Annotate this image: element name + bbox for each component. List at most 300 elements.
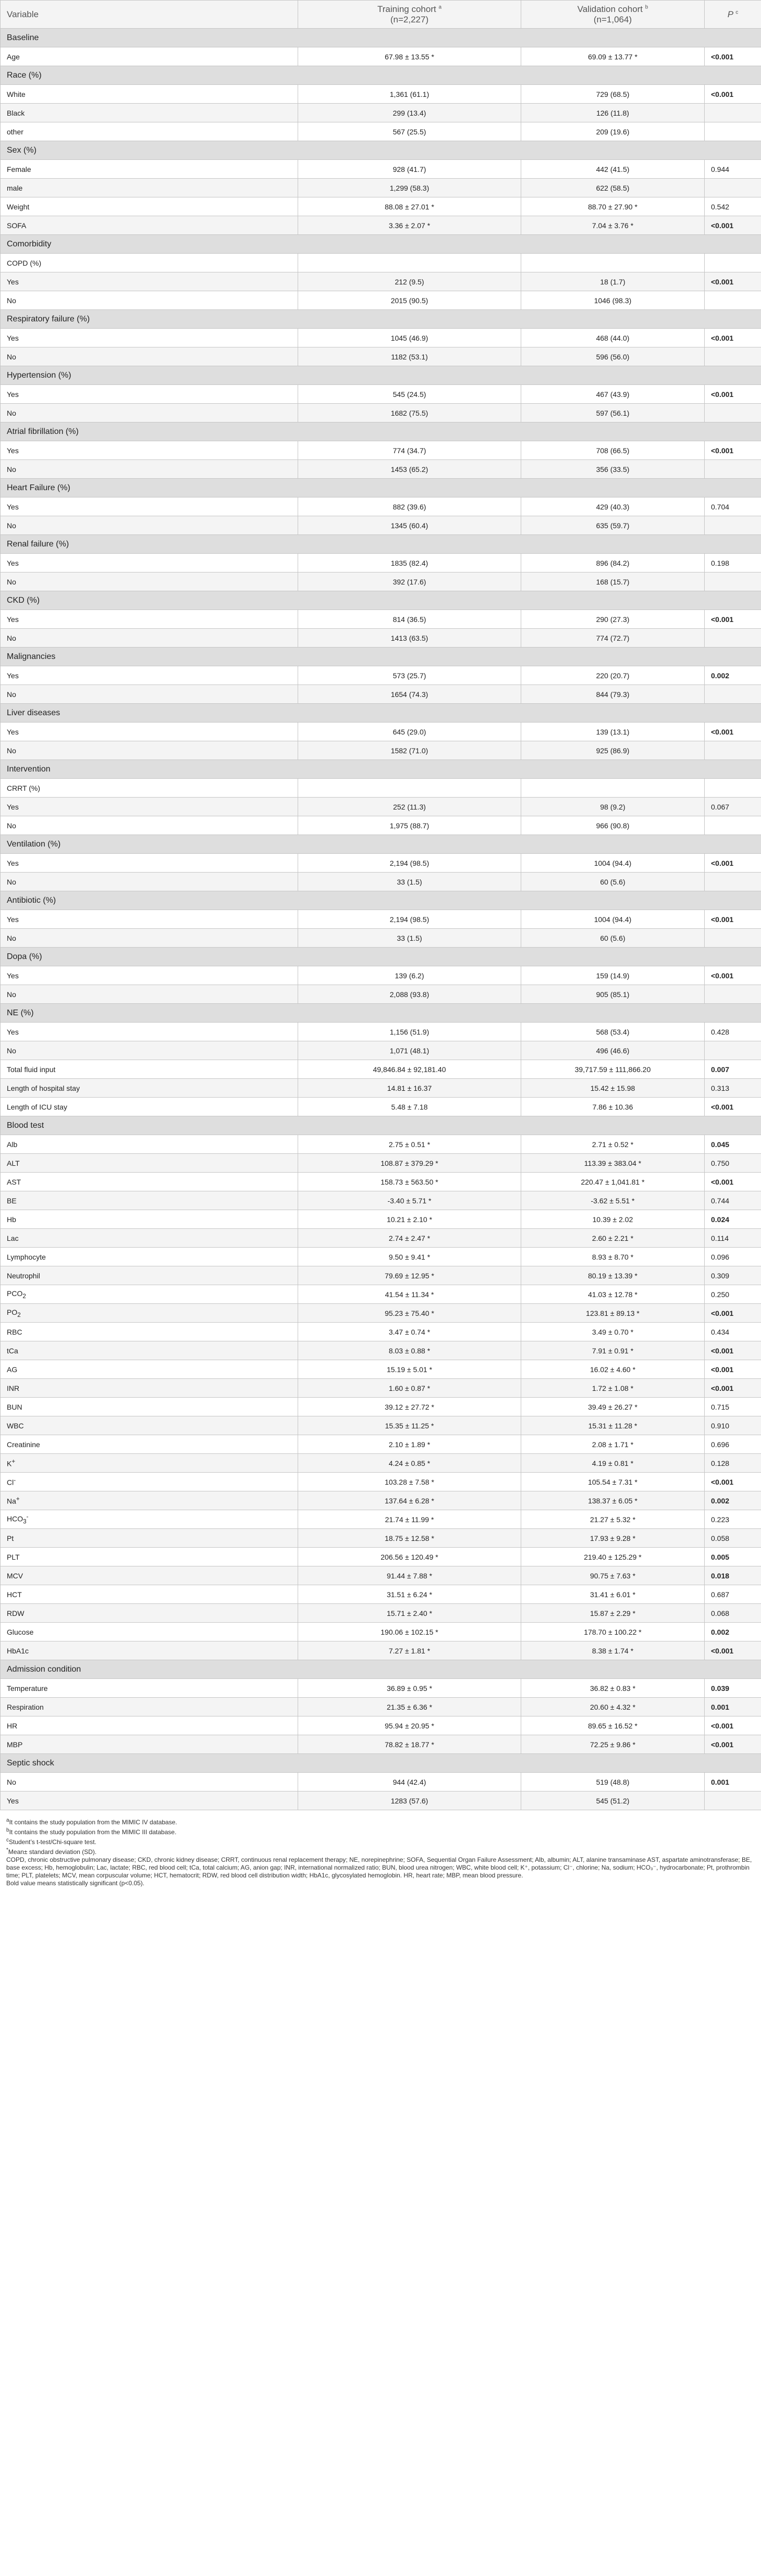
training-value-cell: 1682 (75.5) bbox=[298, 404, 521, 422]
training-value-cell: 88.08 ± 27.01 * bbox=[298, 197, 521, 216]
training-value-cell: 15.71 ± 2.40 * bbox=[298, 1604, 521, 1623]
footnote bbox=[6, 1836, 755, 1846]
variable-cell: BE bbox=[1, 1191, 298, 1210]
table-row bbox=[1, 929, 761, 948]
validation-value-cell: 1.72 ± 1.08 * bbox=[521, 1379, 705, 1398]
variable-cell: Yes bbox=[1, 497, 298, 516]
validation-value-cell: 39.49 ± 26.27 * bbox=[521, 1398, 705, 1416]
table-row bbox=[1, 1266, 761, 1285]
variable-cell: BUN bbox=[1, 1398, 298, 1416]
validation-value-cell: 60 (5.6) bbox=[521, 929, 705, 948]
p-value-cell: 0.542 bbox=[705, 197, 761, 216]
p-value-cell: 0.096 bbox=[705, 1248, 761, 1266]
table-row bbox=[1, 160, 761, 179]
training-value-cell: 774 (34.7) bbox=[298, 441, 521, 460]
table-row bbox=[1, 1210, 761, 1229]
variable-cell: Lymphocyte bbox=[1, 1248, 298, 1266]
variable-cell: Total fluid input bbox=[1, 1060, 298, 1079]
training-value-cell: 15.35 ± 11.25 * bbox=[298, 1416, 521, 1435]
variable-cell: Yes bbox=[1, 723, 298, 741]
p-value-cell: 0.250 bbox=[705, 1285, 761, 1304]
p-value-cell: <0.001 bbox=[705, 1304, 761, 1323]
header-validation-sup: b bbox=[645, 4, 648, 10]
training-value-cell: 2,194 (98.5) bbox=[298, 854, 521, 873]
table-row bbox=[1, 1304, 761, 1323]
variable-cell: Neutrophil bbox=[1, 1266, 298, 1285]
variable-cell: Yes bbox=[1, 385, 298, 404]
validation-value-cell: 18 (1.7) bbox=[521, 272, 705, 291]
variable-cell: WBC bbox=[1, 1416, 298, 1435]
p-value-cell bbox=[705, 1791, 761, 1810]
variable-cell: MCV bbox=[1, 1566, 298, 1585]
validation-value-cell: 15.42 ± 15.98 bbox=[521, 1079, 705, 1098]
validation-value-cell: 708 (66.5) bbox=[521, 441, 705, 460]
header-training-cohort bbox=[298, 1, 521, 29]
section-label: Respiratory failure (%) bbox=[1, 310, 761, 329]
header-variable: Variable bbox=[1, 1, 298, 29]
training-value-cell: 2015 (90.5) bbox=[298, 291, 521, 310]
validation-value-cell: 2.08 ± 1.71 * bbox=[521, 1435, 705, 1454]
p-value-cell: 0.007 bbox=[705, 1060, 761, 1079]
training-value-cell: 95.23 ± 75.40 * bbox=[298, 1304, 521, 1323]
table-row bbox=[1, 854, 761, 873]
training-value-cell: 814 (36.5) bbox=[298, 610, 521, 629]
section-label: Baseline bbox=[1, 29, 761, 47]
footnote bbox=[6, 1846, 755, 1856]
validation-value-cell: 896 (84.2) bbox=[521, 554, 705, 573]
variable-cell: HCT bbox=[1, 1585, 298, 1604]
section-label: Blood test bbox=[1, 1116, 761, 1135]
training-value-cell: 1582 (71.0) bbox=[298, 741, 521, 760]
training-value-cell: 573 (25.7) bbox=[298, 666, 521, 685]
table-footnotes bbox=[0, 1810, 761, 1897]
validation-value-cell: 159 (14.9) bbox=[521, 966, 705, 985]
p-value-cell bbox=[705, 685, 761, 704]
training-value-cell: 944 (42.4) bbox=[298, 1773, 521, 1791]
validation-value-cell: 597 (56.1) bbox=[521, 404, 705, 422]
validation-value-cell: 168 (15.7) bbox=[521, 573, 705, 591]
table-row bbox=[1, 329, 761, 347]
p-value-cell: <0.001 bbox=[705, 966, 761, 985]
section-row bbox=[1, 66, 761, 85]
variable-cell: Lac bbox=[1, 1229, 298, 1248]
p-value-cell: 0.128 bbox=[705, 1454, 761, 1473]
table-row bbox=[1, 85, 761, 104]
p-value-cell bbox=[705, 929, 761, 948]
variable-cell: White bbox=[1, 85, 298, 104]
p-value-cell: 0.067 bbox=[705, 798, 761, 816]
table-row bbox=[1, 1454, 761, 1473]
validation-value-cell: 31.41 ± 6.01 * bbox=[521, 1585, 705, 1604]
p-value-cell: <0.001 bbox=[705, 47, 761, 66]
training-value-cell: 31.51 ± 6.24 * bbox=[298, 1585, 521, 1604]
validation-value-cell: 88.70 ± 27.90 * bbox=[521, 197, 705, 216]
training-value-cell: 1283 (57.6) bbox=[298, 1791, 521, 1810]
table-row bbox=[1, 104, 761, 122]
validation-value-cell: 60 (5.6) bbox=[521, 873, 705, 891]
table-row bbox=[1, 1023, 761, 1041]
training-value-cell: 21.74 ± 11.99 * bbox=[298, 1510, 521, 1529]
section-row bbox=[1, 310, 761, 329]
training-value-cell: 14.81 ± 16.37 bbox=[298, 1079, 521, 1098]
variable-cell: Yes bbox=[1, 1791, 298, 1810]
validation-value-cell: 178.70 ± 100.22 * bbox=[521, 1623, 705, 1641]
p-value-cell: 0.039 bbox=[705, 1679, 761, 1698]
table-row bbox=[1, 554, 761, 573]
section-row bbox=[1, 835, 761, 854]
variable-cell: No bbox=[1, 985, 298, 1004]
p-value-cell: 0.309 bbox=[705, 1266, 761, 1285]
validation-value-cell: 925 (86.9) bbox=[521, 741, 705, 760]
section-row bbox=[1, 29, 761, 47]
validation-value-cell: 8.93 ± 8.70 * bbox=[521, 1248, 705, 1266]
table-row bbox=[1, 573, 761, 591]
variable-cell: Pt bbox=[1, 1529, 298, 1548]
variable-cell: male bbox=[1, 179, 298, 197]
table-row bbox=[1, 1098, 761, 1116]
validation-value-cell: 568 (53.4) bbox=[521, 1023, 705, 1041]
validation-value-cell: 774 (72.7) bbox=[521, 629, 705, 648]
training-value-cell: 3.47 ± 0.74 * bbox=[298, 1323, 521, 1341]
section-label: Septic shock bbox=[1, 1754, 761, 1773]
section-label: Renal failure (%) bbox=[1, 535, 761, 554]
variable-cell: Weight bbox=[1, 197, 298, 216]
variable-cell: No bbox=[1, 516, 298, 535]
p-value-cell: <0.001 bbox=[705, 1341, 761, 1360]
variable-cell: MBP bbox=[1, 1735, 298, 1754]
validation-value-cell: 10.39 ± 2.02 bbox=[521, 1210, 705, 1229]
table-row bbox=[1, 441, 761, 460]
p-value-cell: <0.001 bbox=[705, 854, 761, 873]
validation-value-cell: 220 (20.7) bbox=[521, 666, 705, 685]
table-row bbox=[1, 1360, 761, 1379]
variable-cell: ALT bbox=[1, 1154, 298, 1173]
header-validation-label: Validation cohort bbox=[577, 4, 645, 14]
training-value-cell: 1,975 (88.7) bbox=[298, 816, 521, 835]
variable-cell: Yes bbox=[1, 610, 298, 629]
validation-value-cell: 622 (58.5) bbox=[521, 179, 705, 197]
variable-cell: No bbox=[1, 1773, 298, 1791]
section-row bbox=[1, 1004, 761, 1023]
table-row bbox=[1, 1285, 761, 1304]
p-value-cell bbox=[705, 1041, 761, 1060]
footnote-text: Mean± standard deviation (SD). bbox=[8, 1848, 97, 1856]
validation-value-cell: 72.25 ± 9.86 * bbox=[521, 1735, 705, 1754]
variable-cell: No bbox=[1, 629, 298, 648]
training-value-cell: 7.27 ± 1.81 * bbox=[298, 1641, 521, 1660]
table-row bbox=[1, 385, 761, 404]
validation-value-cell: 1004 (94.4) bbox=[521, 910, 705, 929]
validation-value-cell: 290 (27.3) bbox=[521, 610, 705, 629]
variable-cell: Yes bbox=[1, 854, 298, 873]
table-row bbox=[1, 1698, 761, 1716]
training-value-cell: 392 (17.6) bbox=[298, 573, 521, 591]
table-row bbox=[1, 966, 761, 985]
p-value-cell: <0.001 bbox=[705, 329, 761, 347]
variable-cell: Yes bbox=[1, 554, 298, 573]
variable-cell: Yes bbox=[1, 441, 298, 460]
section-label: Atrial fibrillation (%) bbox=[1, 422, 761, 441]
p-value-cell bbox=[705, 629, 761, 648]
table-row bbox=[1, 816, 761, 835]
section-label: NE (%) bbox=[1, 1004, 761, 1023]
validation-value-cell: 7.91 ± 0.91 * bbox=[521, 1341, 705, 1360]
p-value-cell: 0.313 bbox=[705, 1079, 761, 1098]
p-value-cell: <0.001 bbox=[705, 1098, 761, 1116]
p-value-cell: <0.001 bbox=[705, 910, 761, 929]
variable-cell: No bbox=[1, 347, 298, 366]
p-value-cell: 0.223 bbox=[705, 1510, 761, 1529]
validation-value-cell: 17.93 ± 9.28 * bbox=[521, 1529, 705, 1548]
variable-cell: HbA1c bbox=[1, 1641, 298, 1660]
training-value-cell: 545 (24.5) bbox=[298, 385, 521, 404]
section-label: Comorbidity bbox=[1, 235, 761, 254]
training-value-cell: 1413 (63.5) bbox=[298, 629, 521, 648]
variable-cell: other bbox=[1, 122, 298, 141]
table-row bbox=[1, 873, 761, 891]
training-value-cell: 206.56 ± 120.49 * bbox=[298, 1548, 521, 1566]
p-value-cell bbox=[705, 104, 761, 122]
variable-cell: Respiration bbox=[1, 1698, 298, 1716]
table-row bbox=[1, 1398, 761, 1416]
p-value-cell bbox=[705, 816, 761, 835]
table-row bbox=[1, 1529, 761, 1548]
training-value-cell: 139 (6.2) bbox=[298, 966, 521, 985]
training-value-cell: 882 (39.6) bbox=[298, 497, 521, 516]
training-value-cell: 10.21 ± 2.10 * bbox=[298, 1210, 521, 1229]
footnote-text: Student’s t-test/Chi-square test. bbox=[9, 1838, 96, 1846]
variable-cell: Yes bbox=[1, 966, 298, 985]
variable-cell: No bbox=[1, 404, 298, 422]
p-value-cell bbox=[705, 873, 761, 891]
p-value-cell: <0.001 bbox=[705, 1735, 761, 1754]
training-value-cell: 1453 (65.2) bbox=[298, 460, 521, 479]
validation-value-cell: 635 (59.7) bbox=[521, 516, 705, 535]
table-body bbox=[1, 29, 761, 1810]
p-value-cell: 0.058 bbox=[705, 1529, 761, 1548]
p-value-cell: <0.001 bbox=[705, 385, 761, 404]
training-value-cell: 21.35 ± 6.36 * bbox=[298, 1698, 521, 1716]
validation-value-cell: 356 (33.5) bbox=[521, 460, 705, 479]
validation-value-cell: 729 (68.5) bbox=[521, 85, 705, 104]
validation-value-cell: 15.87 ± 2.29 * bbox=[521, 1604, 705, 1623]
training-value-cell: 33 (1.5) bbox=[298, 929, 521, 948]
table-row bbox=[1, 197, 761, 216]
validation-value-cell bbox=[521, 779, 705, 798]
training-value-cell: 3.36 ± 2.07 * bbox=[298, 216, 521, 235]
table-row bbox=[1, 629, 761, 648]
table-row bbox=[1, 216, 761, 235]
header-row bbox=[1, 1, 761, 29]
table-row bbox=[1, 1716, 761, 1735]
variable-cell: Yes bbox=[1, 272, 298, 291]
footnote-text: COPD, chronic obstructive pulmonary disease; CKD, chronic kidney disease; CRRT, continuous renal replacement therapy; NE, norepinephrine; SOFA, Sequential Organ Failure Assessment; Alb, albumin; ALT, alanine transaminase AST, aspartate aminotransferase; BE, base excess; Hb, hemoglobulin; Lac, lactate; RBC, red blood cell; tCa, total calcium; AG, anion gap; INR, international normalized ratio; BUN, blood urea nitrogen; WBC, white blood cell; K⁺, potassium; Cl⁻, chlorine; Na, sodium; HCO₃⁻, hydrocarbonate; Pt, prothrombin time; PLT, platelets; MCV, mean corpuscular volume; HCT, hematocrit; RDW, red blood cell distribution width; HbA1c, glycosylated hemoglobin. HR, heart rate; MBP, mean blood pressure. bbox=[6, 1856, 752, 1879]
footnote-text: It contains the study population from the MIMIC IV database. bbox=[9, 1819, 177, 1826]
table-row bbox=[1, 254, 761, 272]
footnote-marker: c bbox=[6, 1837, 9, 1843]
validation-value-cell: 2.60 ± 2.21 * bbox=[521, 1229, 705, 1248]
validation-value-cell: 138.37 ± 6.05 * bbox=[521, 1491, 705, 1510]
p-value-cell bbox=[705, 573, 761, 591]
validation-value-cell: 80.19 ± 13.39 * bbox=[521, 1266, 705, 1285]
p-value-cell: 0.715 bbox=[705, 1398, 761, 1416]
variable-cell: $PCO_2$ bbox=[1, 1285, 298, 1304]
training-value-cell: 158.73 ± 563.50 * bbox=[298, 1173, 521, 1191]
training-value-cell: 33 (1.5) bbox=[298, 873, 521, 891]
variable-cell: No bbox=[1, 816, 298, 835]
training-value-cell: 18.75 ± 12.58 * bbox=[298, 1529, 521, 1548]
header-training-n: (n=2,227) bbox=[390, 14, 429, 24]
section-row bbox=[1, 535, 761, 554]
section-label: Antibiotic (%) bbox=[1, 891, 761, 910]
section-row bbox=[1, 479, 761, 497]
training-value-cell: 1835 (82.4) bbox=[298, 554, 521, 573]
p-value-cell bbox=[705, 460, 761, 479]
p-value-cell: 0.944 bbox=[705, 160, 761, 179]
validation-value-cell: 89.65 ± 16.52 * bbox=[521, 1716, 705, 1735]
p-value-cell: 0.001 bbox=[705, 1773, 761, 1791]
variable-cell: Female bbox=[1, 160, 298, 179]
validation-value-cell: 98 (9.2) bbox=[521, 798, 705, 816]
variable-cell: SOFA bbox=[1, 216, 298, 235]
p-value-cell bbox=[705, 291, 761, 310]
validation-value-cell: 220.47 ± 1,041.81 * bbox=[521, 1173, 705, 1191]
training-value-cell: 2.75 ± 0.51 * bbox=[298, 1135, 521, 1154]
training-value-cell: 1182 (53.1) bbox=[298, 347, 521, 366]
p-value-cell bbox=[705, 985, 761, 1004]
header-training-sup: a bbox=[438, 4, 442, 10]
p-value-cell bbox=[705, 122, 761, 141]
table-row bbox=[1, 1735, 761, 1754]
p-value-cell: 0.001 bbox=[705, 1698, 761, 1716]
section-row bbox=[1, 235, 761, 254]
variable-cell: No bbox=[1, 741, 298, 760]
header-p-sup: c bbox=[735, 9, 739, 15]
p-value-cell: 0.910 bbox=[705, 1416, 761, 1435]
section-label: Admission condition bbox=[1, 1660, 761, 1679]
section-row bbox=[1, 760, 761, 779]
validation-value-cell: 123.81 ± 89.13 * bbox=[521, 1304, 705, 1323]
p-value-cell bbox=[705, 404, 761, 422]
p-value-cell: 0.002 bbox=[705, 1623, 761, 1641]
p-value-cell bbox=[705, 347, 761, 366]
validation-value-cell: 519 (48.8) bbox=[521, 1773, 705, 1791]
footnote bbox=[6, 1880, 755, 1887]
p-value-cell: 0.750 bbox=[705, 1154, 761, 1173]
training-value-cell bbox=[298, 779, 521, 798]
variable-cell: Glucose bbox=[1, 1623, 298, 1641]
p-value-cell: <0.001 bbox=[705, 272, 761, 291]
training-value-cell: 108.87 ± 379.29 * bbox=[298, 1154, 521, 1173]
p-value-cell bbox=[705, 741, 761, 760]
table-row bbox=[1, 723, 761, 741]
training-value-cell: 1045 (46.9) bbox=[298, 329, 521, 347]
table-row bbox=[1, 404, 761, 422]
validation-value-cell: 126 (11.8) bbox=[521, 104, 705, 122]
variable-cell: Yes bbox=[1, 666, 298, 685]
variable-cell: $PO_2$ bbox=[1, 1304, 298, 1323]
p-value-cell: <0.001 bbox=[705, 441, 761, 460]
p-value-cell: <0.001 bbox=[705, 1716, 761, 1735]
footnote-text: Bold value means statistically significant (p<0.05). bbox=[6, 1880, 145, 1887]
table-row bbox=[1, 1323, 761, 1341]
p-value-cell bbox=[705, 779, 761, 798]
table-row bbox=[1, 1416, 761, 1435]
validation-value-cell: 41.03 ± 12.78 * bbox=[521, 1285, 705, 1304]
p-value-cell: 0.068 bbox=[705, 1604, 761, 1623]
training-value-cell: 645 (29.0) bbox=[298, 723, 521, 741]
training-value-cell: 67.98 ± 13.55 * bbox=[298, 47, 521, 66]
table-header bbox=[1, 1, 761, 29]
p-value-cell bbox=[705, 254, 761, 272]
training-value-cell: 2,088 (93.8) bbox=[298, 985, 521, 1004]
training-value-cell: 5.48 ± 7.18 bbox=[298, 1098, 521, 1116]
validation-value-cell: 1046 (98.3) bbox=[521, 291, 705, 310]
variable-cell: RDW bbox=[1, 1604, 298, 1623]
validation-value-cell: 90.75 ± 7.63 * bbox=[521, 1566, 705, 1585]
variable-cell: No bbox=[1, 685, 298, 704]
table-row bbox=[1, 1473, 761, 1491]
p-value-cell: 0.024 bbox=[705, 1210, 761, 1229]
validation-value-cell: 139 (13.1) bbox=[521, 723, 705, 741]
training-value-cell: 1,071 (48.1) bbox=[298, 1041, 521, 1060]
validation-value-cell: 15.31 ± 11.28 * bbox=[521, 1416, 705, 1435]
training-value-cell: 212 (9.5) bbox=[298, 272, 521, 291]
section-row bbox=[1, 591, 761, 610]
table-row bbox=[1, 610, 761, 629]
validation-value-cell: -3.62 ± 5.51 * bbox=[521, 1191, 705, 1210]
variable-cell: INR bbox=[1, 1379, 298, 1398]
training-value-cell: 252 (11.3) bbox=[298, 798, 521, 816]
variable-cell: Age bbox=[1, 47, 298, 66]
training-value-cell: 15.19 ± 5.01 * bbox=[298, 1360, 521, 1379]
variable-cell: tCa bbox=[1, 1341, 298, 1360]
training-value-cell: 9.50 ± 9.41 * bbox=[298, 1248, 521, 1266]
variable-cell: PLT bbox=[1, 1548, 298, 1566]
table-row bbox=[1, 272, 761, 291]
validation-value-cell: 905 (85.1) bbox=[521, 985, 705, 1004]
training-value-cell: 41.54 ± 11.34 * bbox=[298, 1285, 521, 1304]
variable-cell: No bbox=[1, 291, 298, 310]
training-value-cell: 299 (13.4) bbox=[298, 104, 521, 122]
table-row bbox=[1, 1341, 761, 1360]
header-validation-n: (n=1,064) bbox=[593, 14, 632, 24]
variable-cell: Black bbox=[1, 104, 298, 122]
section-label: Liver diseases bbox=[1, 704, 761, 723]
validation-value-cell: 69.09 ± 13.77 * bbox=[521, 47, 705, 66]
variable-cell: Yes bbox=[1, 1023, 298, 1041]
section-row bbox=[1, 1660, 761, 1679]
variable-cell: Creatinine bbox=[1, 1435, 298, 1454]
footnote bbox=[6, 1816, 755, 1826]
header-p-value bbox=[705, 1, 761, 29]
section-row bbox=[1, 141, 761, 160]
table-row bbox=[1, 516, 761, 535]
variable-cell: Yes bbox=[1, 329, 298, 347]
variable-cell: Yes bbox=[1, 910, 298, 929]
validation-value-cell: 16.02 ± 4.60 * bbox=[521, 1360, 705, 1379]
footnote-marker: b bbox=[6, 1827, 9, 1833]
p-value-cell: 0.018 bbox=[705, 1566, 761, 1585]
table-row bbox=[1, 47, 761, 66]
p-value-cell: 0.005 bbox=[705, 1548, 761, 1566]
validation-value-cell: 7.04 ± 3.76 * bbox=[521, 216, 705, 235]
section-label: Ventilation (%) bbox=[1, 835, 761, 854]
validation-value-cell: 113.39 ± 383.04 * bbox=[521, 1154, 705, 1173]
training-value-cell: 2,194 (98.5) bbox=[298, 910, 521, 929]
table-row bbox=[1, 1248, 761, 1266]
p-value-cell: <0.001 bbox=[705, 1173, 761, 1191]
